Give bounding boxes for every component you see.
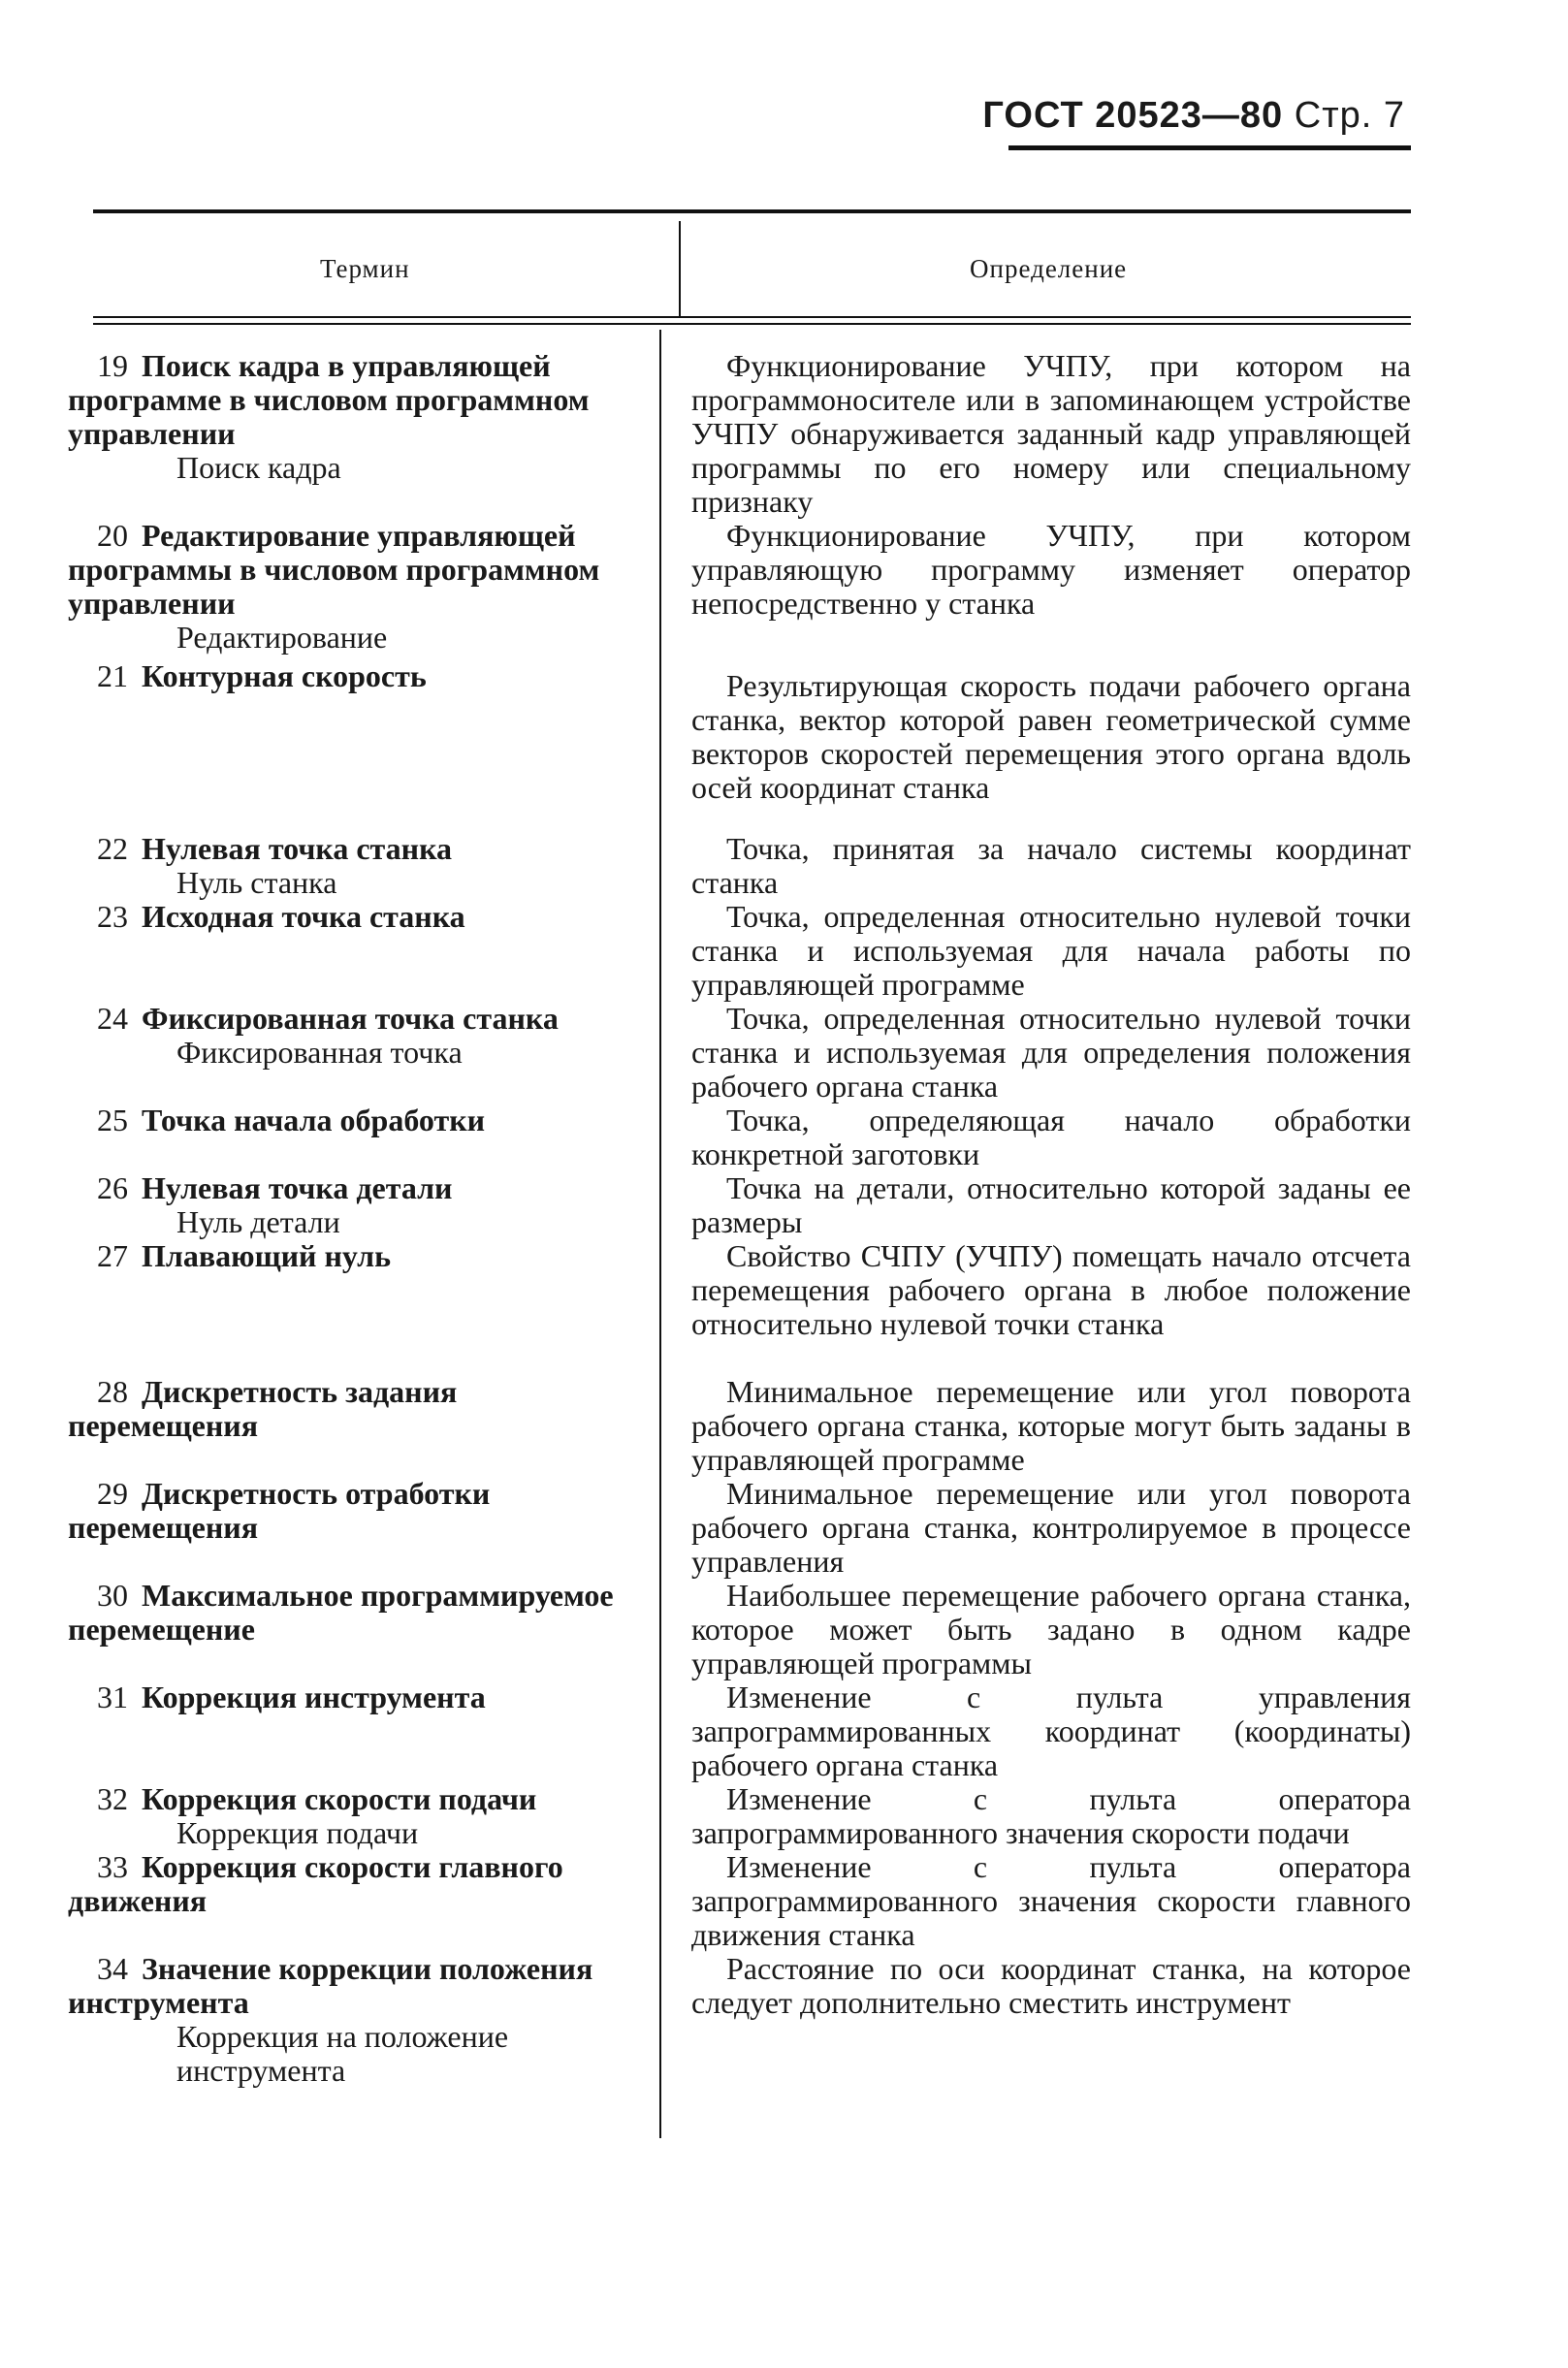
term-number: 26 [97,1170,128,1205]
definition-text: Точка, определенная относительно нулевой точки станка и используемая для начала работы по управляющей программе [691,899,1419,1002]
header-column-divider [679,221,681,316]
term-cell [68,900,650,934]
definition-cell [691,899,1419,1002]
term-short-form: Поиск кадра [176,450,341,485]
definition-text: Наибольшее перемещение рабочего органа станка, которое может быть задано в одном кадре управляющей программы [691,1578,1419,1680]
page-header [982,95,1405,137]
definition-cell [691,1170,1419,1239]
term-number: 21 [97,658,128,693]
definition-text: Минимальное перемещение или угол поворота рабочего органа станка, контролируемое в процессе управления [691,1476,1419,1579]
term-cell [68,519,650,655]
page-number: Стр. 7 [1294,95,1405,136]
term-short-form: Нуль станка [176,865,337,900]
term-text: Значение коррекции положения инструмента [68,1951,601,2020]
term-text: Плавающий нуль [142,1238,391,1273]
term-number: 28 [97,1374,128,1409]
definition-text: Точка, определяющая начало обработки конкретной заготовки [691,1103,1419,1171]
definition-text: Изменение с пульта управления запрограммированных координат (координаты) рабочего органа станка [691,1680,1419,1782]
term-number: 32 [97,1781,128,1816]
term-text: Коррекция инструмента [142,1680,486,1714]
table-top-rule [93,209,1411,213]
term-text: Поиск кадра в управляющей программе в числовом программном управлении [68,348,597,451]
term-cell [68,1239,650,1273]
term-cell [68,1850,650,1918]
term-number: 22 [97,831,128,866]
term-number: 27 [97,1238,128,1273]
header-bottom-rule-2 [93,323,1411,325]
term-text: Исходная точка станка [142,899,465,934]
term-cell [68,1104,650,1137]
term-text: Коррекция скорости подачи [142,1781,537,1816]
definition-text: Результирующая скорость подачи рабочего органа станка, вектор которой равен геометрической сумме векторов скоростей перемещения этого органа вдоль осей координат станка [691,668,1419,805]
term-text: Нулевая точка станка [142,831,453,866]
header-bottom-rule [93,316,1411,318]
term-number: 20 [97,518,128,553]
term-short-form: Коррекция подачи [176,1815,419,1850]
header-underline [1008,145,1411,150]
term-number: 29 [97,1476,128,1511]
definition-cell [691,1238,1419,1341]
term-text: Точка начала обработки [142,1103,486,1137]
term-text: Максимальное программируемое перемещение [68,1578,622,1647]
definition-cell [691,1680,1419,1782]
doc-number: ГОСТ 20523—80 [982,95,1284,136]
definition-cell [691,1578,1419,1680]
term-text: Дискретность отработки перемещения [68,1476,498,1545]
definition-text: Точка, принятая за начало системы координат станка [691,831,1419,900]
term-text: Дискретность задания перемещения [68,1374,465,1443]
term-text: Редактирование управляющей программы в числовом программном управлении [68,518,608,621]
term-cell [68,1952,650,2088]
term-column-header: Термин [320,254,410,283]
term-cell [68,1680,650,1714]
definition-text: Точка на детали, относительно которой заданы ее размеры [691,1170,1419,1239]
term-short-form: Редактирование [176,620,388,655]
definition-cell [691,348,1419,519]
term-cell [68,1579,650,1647]
definition-text: Функционирование УЧПУ, при котором управляющую программу изменяет оператор непосредственно у станка [691,518,1419,621]
term-number: 31 [97,1680,128,1714]
definition-cell [691,1103,1419,1171]
term-number: 23 [97,899,128,934]
term-short-form: Фиксированная точка [176,1035,463,1070]
definition-cell [691,668,1419,805]
definition-text: Свойство СЧПУ (УЧПУ) помещать начало отсчета перемещения рабочего органа в любое положение относительно нулевой точки станка [691,1238,1419,1341]
body-column-divider [659,330,661,2138]
term-text: Коррекция скорости главного движения [68,1849,571,1918]
term-text: Контурная скорость [142,658,427,693]
term-short-form: Коррекция на положение инструмента [176,2019,509,2088]
term-cell [68,1171,650,1239]
term-number: 25 [97,1103,128,1137]
term-text: Фиксированная точка станка [142,1001,559,1036]
definition-cell [691,1476,1419,1579]
term-cell [68,1477,650,1545]
definition-text: Расстояние по оси координат станка, на которое следует дополнительно сместить инструмент [691,1951,1419,2020]
definition-cell [691,831,1419,900]
definition-cell [691,1001,1419,1104]
term-number: 33 [97,1849,128,1884]
term-short-form: Нуль детали [176,1204,340,1239]
definition-cell [691,1951,1419,2020]
term-cell [68,832,650,900]
definition-text: Изменение с пульта оператора запрограммированного значения скорости главного движения станка [691,1849,1419,1952]
definition-text: Изменение с пульта оператора запрограммированного значения скорости подачи [691,1781,1419,1850]
term-cell [68,349,650,485]
term-cell [68,1002,650,1070]
term-text: Нулевая точка детали [142,1170,453,1205]
definition-cell [691,518,1419,621]
term-number: 24 [97,1001,128,1036]
definition-text: Функционирование УЧПУ, при котором на программоносителе или в запоминающем устройстве УЧПУ обнаруживается заданный кадр управляющей программы по его номеру или специальному признаку [691,348,1419,519]
term-cell [68,1375,650,1443]
term-number: 19 [97,348,128,383]
definition-column-header: Определение [970,254,1128,283]
term-cell [68,659,650,693]
term-number: 30 [97,1578,128,1613]
definition-cell [691,1849,1419,1952]
definition-text: Точка, определенная относительно нулевой точки станка и используемая для определения положения рабочего органа станка [691,1001,1419,1104]
definition-cell [691,1374,1419,1477]
definition-cell [691,1781,1419,1850]
term-cell [68,1782,650,1850]
term-number: 34 [97,1951,128,1986]
definition-text: Минимальное перемещение или угол поворота рабочего органа станка, которые могут быть заданы в управляющей программе [691,1374,1419,1477]
